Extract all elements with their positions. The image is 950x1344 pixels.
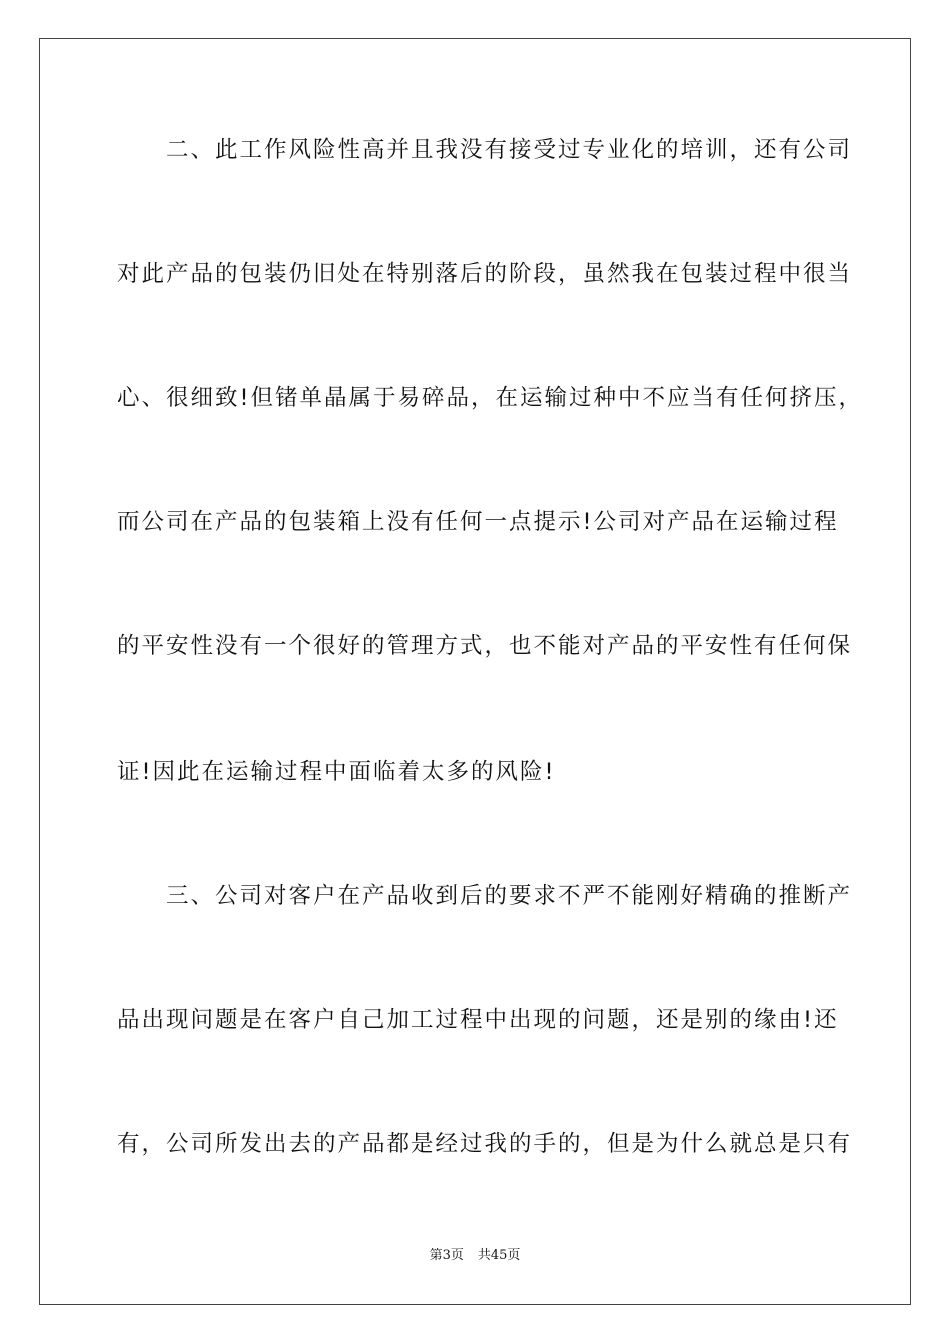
text-line-6: 证!因此在运输过程中面临着太多的风险!: [117, 759, 556, 785]
current-page-label: 第3页: [429, 1248, 464, 1263]
text-line-8: 品出现问题是在客户自己加工过程中出现的问题，还是别的缘由!还: [117, 1007, 839, 1033]
page-footer: [0, 1247, 950, 1265]
total-pages-label: 共45页: [477, 1248, 521, 1263]
text-line-9: 有，公司所发出去的产品都是经过我的手的，但是为什么就总是只有: [117, 1131, 853, 1157]
text-line-7: 三、公司对客户在产品收到后的要求不严不能刚好精确的推断产: [117, 883, 853, 909]
text-line-2: 对此产品的包装仍旧处在特别落后的阶段，虽然我在包装过程中很当: [117, 261, 853, 287]
text-line-3: 心、很细致!但锗单晶属于易碎品，在运输过种中不应当有任何挤压，: [117, 385, 864, 411]
text-line-5: 的平安性没有一个很好的管理方式，也不能对产品的平安性有任何保: [117, 633, 853, 659]
text-line-1: 二、此工作风险性高并且我没有接受过专业化的培训，还有公司: [117, 137, 853, 163]
text-line-4: 而公司在产品的包装箱上没有任何一点提示!公司对产品在运输过程: [117, 509, 839, 535]
page-border: [39, 38, 911, 1305]
